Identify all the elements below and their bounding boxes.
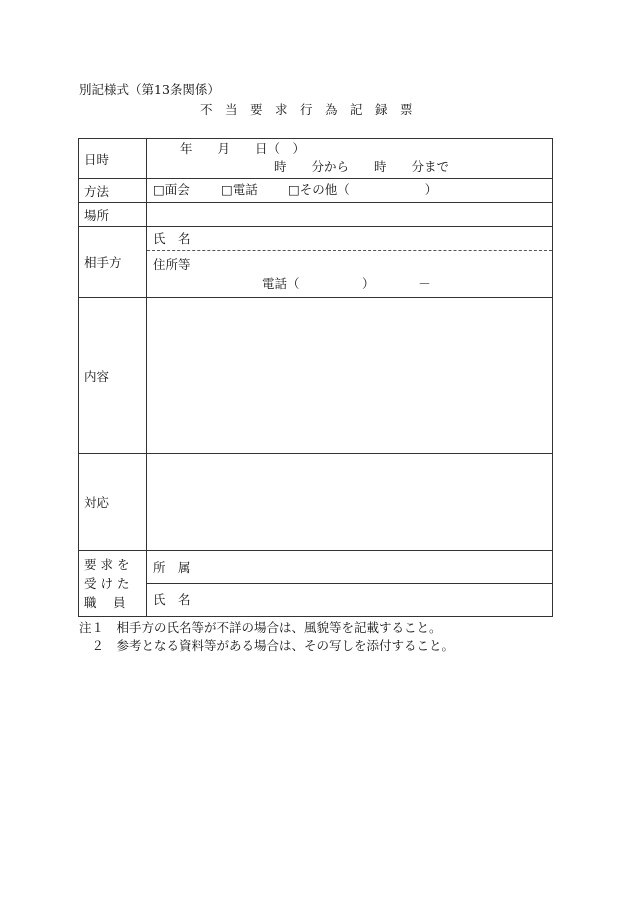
method-option-meeting[interactable]: □面会 <box>153 182 190 197</box>
staff-label-line: 受 け た <box>84 576 130 591</box>
staff-row <box>79 551 553 617</box>
method-field <box>147 179 553 203</box>
datetime-row <box>79 139 553 179</box>
note-line: 注１ 相手方の氏名等が不詳の場合は、風貌等を記載すること。 <box>79 620 442 635</box>
method-option-other[interactable]: □その他（ ） <box>288 182 438 197</box>
content-row <box>79 298 553 454</box>
staff-label <box>79 551 147 617</box>
staff-label-line: 要 求 を <box>84 557 130 572</box>
content-field[interactable] <box>147 298 553 454</box>
counterpart-row <box>79 227 553 298</box>
response-field[interactable] <box>147 454 553 551</box>
datetime-label: 日時 <box>79 139 147 179</box>
place-row <box>79 203 553 227</box>
response-label: 対応 <box>79 454 147 551</box>
note-line: ２ 参考となる資料等がある場合は、その写しを添付すること。 <box>79 638 455 653</box>
staff-name-label: 氏 名 <box>153 592 191 607</box>
dashed-divider <box>147 250 552 251</box>
staff-label-line: 職 員 <box>84 595 126 610</box>
place-field[interactable] <box>147 203 553 227</box>
counterpart-label: 相手方 <box>79 227 147 298</box>
datetime-field[interactable] <box>147 139 553 179</box>
counterpart-address-label: 住所等 <box>153 257 191 272</box>
method-option-phone[interactable]: □電話 <box>221 182 258 197</box>
counterpart-name-label: 氏 名 <box>153 231 191 246</box>
form-title: 不当要求行為記録票 <box>200 102 426 117</box>
time-line: 時 分から 時 分まで <box>274 159 450 174</box>
place-label: 場所 <box>79 203 147 227</box>
date-line: 年 月 日（ ） <box>180 141 306 156</box>
staff-divider <box>147 583 552 584</box>
content-label: 内容 <box>79 298 147 454</box>
staff-field[interactable] <box>147 551 553 617</box>
staff-affiliation-label: 所 属 <box>153 560 191 575</box>
response-row <box>79 454 553 551</box>
method-row <box>79 179 553 203</box>
method-label: 方法 <box>79 179 147 203</box>
counterpart-phone-label: 電話（ ） － <box>262 276 431 291</box>
notes <box>79 619 454 655</box>
form-reference: 別記様式（第13条関係） <box>79 82 220 97</box>
counterpart-field[interactable] <box>147 227 553 298</box>
record-form-table <box>78 138 553 617</box>
